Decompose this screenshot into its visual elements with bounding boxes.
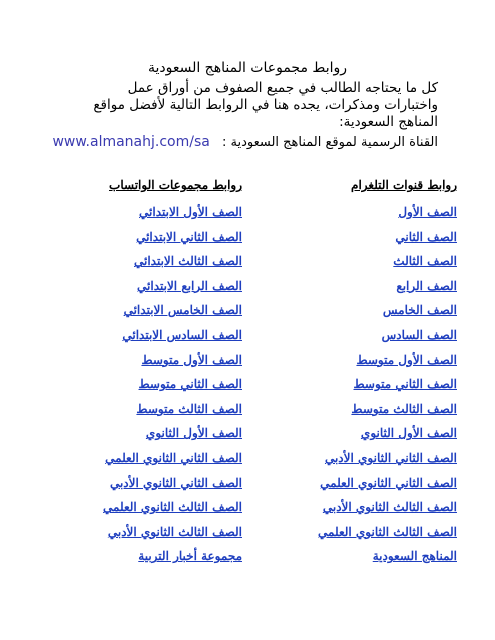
list-item bbox=[92, 250, 242, 275]
telegram-link[interactable]: الصف الثالث الثانوي العلمي bbox=[318, 524, 457, 539]
telegram-link[interactable]: الصف الثاني bbox=[395, 229, 457, 244]
list-item bbox=[307, 447, 457, 472]
list-item bbox=[92, 521, 242, 546]
whatsapp-link[interactable]: الصف الأول الثانوي bbox=[145, 426, 242, 441]
whatsapp-link[interactable]: الصف الأول الابتدائي bbox=[139, 205, 242, 219]
list-item bbox=[307, 422, 457, 447]
list-item bbox=[307, 496, 457, 521]
whatsapp-column bbox=[92, 178, 242, 570]
list-item bbox=[307, 349, 457, 374]
telegram-link[interactable]: الصف الثاني الثانوي الأدبي bbox=[324, 450, 457, 465]
telegram-link[interactable]: الصف الخامس bbox=[382, 303, 457, 318]
whatsapp-link[interactable]: الصف الثاني الثانوي العلمي bbox=[105, 450, 242, 465]
list-item bbox=[307, 299, 457, 324]
whatsapp-link[interactable]: الصف الثاني الابتدائي bbox=[136, 229, 242, 244]
list-item bbox=[307, 324, 457, 349]
whatsapp-link-list bbox=[92, 201, 242, 570]
list-item bbox=[92, 545, 242, 570]
telegram-column bbox=[307, 178, 457, 570]
telegram-link[interactable]: الصف السادس bbox=[381, 327, 457, 342]
list-item bbox=[92, 201, 242, 226]
whatsapp-link[interactable]: الصف الثالث متوسط bbox=[136, 401, 242, 416]
telegram-link[interactable]: الصف الرابع bbox=[396, 278, 457, 293]
list-item bbox=[92, 324, 242, 349]
list-item bbox=[92, 398, 242, 423]
telegram-link[interactable]: الصف الثاني الثانوي العلمي bbox=[320, 475, 457, 490]
channel-url-link[interactable]: www.almanahj.com/sa bbox=[52, 134, 210, 150]
list-item bbox=[307, 472, 457, 497]
telegram-link[interactable]: الصف الثالث الثانوي الأدبي bbox=[322, 500, 457, 515]
list-item bbox=[307, 275, 457, 300]
list-item bbox=[307, 545, 457, 570]
list-item bbox=[307, 521, 457, 546]
list-item bbox=[92, 472, 242, 497]
whatsapp-link[interactable]: الصف الثالث الابتدائي bbox=[134, 254, 242, 269]
list-item bbox=[92, 496, 242, 521]
telegram-link[interactable]: الصف الأول الثانوي bbox=[360, 426, 457, 441]
telegram-link[interactable]: المناهج السعودية bbox=[372, 549, 457, 564]
telegram-link[interactable]: الصف الأول bbox=[398, 205, 457, 219]
whatsapp-link[interactable]: الصف الخامس الابتدائي bbox=[123, 303, 242, 318]
list-item bbox=[92, 349, 242, 374]
official-channel-line bbox=[18, 134, 438, 150]
telegram-link[interactable]: الصف الثالث bbox=[393, 254, 457, 269]
telegram-link-list bbox=[307, 201, 457, 570]
list-item bbox=[92, 226, 242, 251]
list-item bbox=[92, 275, 242, 300]
list-item bbox=[307, 226, 457, 251]
list-item bbox=[92, 299, 242, 324]
list-item bbox=[307, 373, 457, 398]
telegram-link[interactable]: الصف الثالث متوسط bbox=[351, 401, 457, 416]
channel-label: القناة الرسمية لموقع المناهج السعودية : bbox=[221, 135, 438, 150]
page-title: روابط مجموعات المناهج السعودية bbox=[147, 60, 348, 76]
list-item bbox=[92, 422, 242, 447]
whatsapp-link[interactable]: الصف السادس الابتدائي bbox=[122, 327, 242, 342]
list-item bbox=[307, 201, 457, 226]
telegram-heading: روابط قنوات التلغرام bbox=[351, 178, 457, 192]
list-item bbox=[307, 398, 457, 423]
whatsapp-link[interactable]: مجموعة أخبار التربية bbox=[138, 549, 242, 564]
whatsapp-link[interactable]: الصف الأول متوسط bbox=[141, 352, 242, 367]
list-item bbox=[307, 250, 457, 275]
telegram-link[interactable]: الصف الثاني متوسط bbox=[353, 377, 457, 392]
whatsapp-link[interactable]: الصف الثاني الثانوي الأدبي bbox=[109, 475, 242, 490]
list-item bbox=[92, 447, 242, 472]
whatsapp-link[interactable]: الصف الرابع الابتدائي bbox=[137, 278, 242, 293]
telegram-link[interactable]: الصف الأول متوسط bbox=[356, 352, 457, 367]
intro-paragraph: كل ما يحتاجه الطالب في جميع الصفوف من أوراق عمل واختبارات ومذكرات، يجده هنا في الروابط التالية لأفضل مواقع المناهج السعودية: bbox=[93, 80, 438, 130]
list-item bbox=[92, 373, 242, 398]
whatsapp-heading: روابط مجموعات الواتساب bbox=[109, 178, 242, 192]
whatsapp-link[interactable]: الصف الثالث الثانوي الأدبي bbox=[107, 524, 242, 539]
whatsapp-link[interactable]: الصف الثالث الثانوي العلمي bbox=[103, 500, 242, 515]
whatsapp-link[interactable]: الصف الثاني متوسط bbox=[138, 377, 242, 392]
